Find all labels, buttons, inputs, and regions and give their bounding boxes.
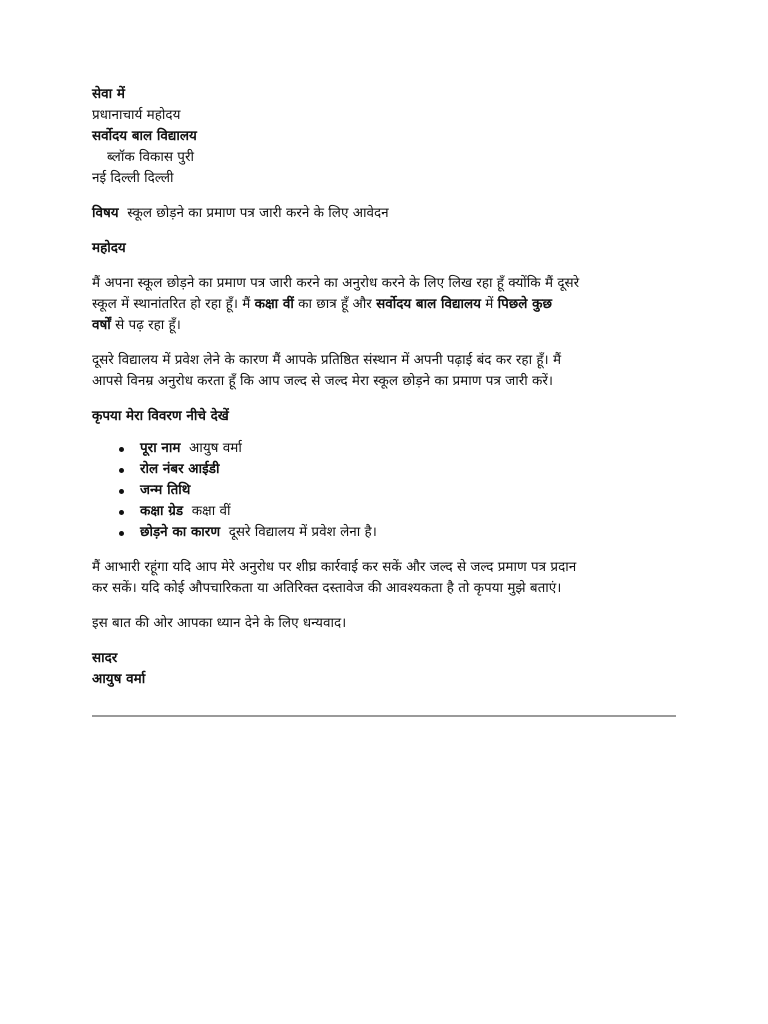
list-item — [140, 438, 672, 459]
recipient-city: नई दिल्ली दिल्ली — [92, 170, 174, 186]
recipient-to: सेवा में — [92, 86, 125, 102]
text-run: स्कूल में स्थानांतरित हो रहा हूँ। मैं — [92, 296, 255, 312]
years-bold-cont: वर्षों — [92, 317, 111, 333]
signature-name: आयुष वर्मा — [92, 671, 146, 687]
paragraph-3 — [92, 557, 672, 599]
paragraph-2-line-1: दूसरे विद्यालय में प्रवेश लेने के कारण मैं आपके प्रतिष्ठित संस्थान में अपनी पढ़ाई बंद कर रहा हूँ। मैं — [92, 352, 562, 368]
letter-body — [92, 84, 672, 690]
detail-value: आयुष वर्मा — [189, 440, 242, 456]
list-item — [140, 522, 672, 543]
detail-label: छोड़ने का कारण — [140, 524, 221, 540]
list-item — [140, 459, 672, 480]
closing: सादर — [92, 650, 118, 666]
subject-text: स्कूल छोड़ने का प्रमाण पत्र जारी करने के लिए आवेदन — [127, 205, 389, 221]
paragraph-1-line-2 — [92, 294, 672, 315]
recipient-block — [92, 84, 672, 189]
text-run: में — [480, 296, 498, 312]
paragraph-2 — [92, 350, 672, 392]
paragraph-3-line-2: कर सकें। यदि कोई औपचारिकता या अतिरिक्त दस्तावेज की आवश्यकता है तो कृपया मुझे बताएं। — [92, 580, 562, 596]
paragraph-2-line-2: आपसे विनम्र अनुरोध करता हूँ कि आप जल्द से जल्द मेरा स्कूल छोड़ने का प्रमाण पत्र जारी करें। — [92, 373, 554, 389]
text-run: से पढ़ रहा हूँ। — [110, 317, 181, 333]
details-list — [92, 438, 672, 543]
paragraph-1 — [92, 273, 672, 336]
paragraph-1-line-3 — [92, 315, 672, 336]
detail-label: कक्षा ग्रेड — [140, 503, 184, 519]
class-bold: कक्षा वीं — [254, 296, 294, 312]
school-bold: सर्वोदय बाल विद्यालय — [376, 296, 481, 312]
detail-label: जन्म तिथि — [140, 482, 191, 498]
recipient-school: सर्वोदय बाल विद्यालय — [92, 128, 197, 144]
recipient-block-address: ब्लॉक विकास पुरी — [107, 149, 194, 165]
horizontal-divider — [92, 715, 676, 717]
salutation: महोदय — [92, 240, 126, 256]
text-run: का छात्र हूँ और — [293, 296, 377, 312]
detail-label: रोल नंबर आईडी — [140, 461, 220, 477]
thanks-line: इस बात की ओर आपका ध्यान देने के लिए धन्यवाद। — [92, 615, 347, 631]
subject-label: विषय — [92, 205, 119, 221]
details-heading: कृपया मेरा विवरण नीचे देखें — [92, 408, 229, 424]
list-item — [140, 501, 672, 522]
detail-value: कक्षा वीं — [191, 503, 231, 519]
list-item — [140, 480, 672, 501]
recipient-designation: प्रधानाचार्य महोदय — [92, 107, 181, 123]
paragraph-1-line-1: मैं अपना स्कूल छोड़ने का प्रमाण पत्र जारी करने का अनुरोध करने के लिए लिख रहा हूँ क्योंकि मैं दूसरे — [92, 275, 580, 291]
subject-line — [92, 203, 672, 224]
detail-value: दूसरे विद्यालय में प्रवेश लेना है। — [228, 524, 377, 540]
years-bold: पिछले कुछ — [497, 296, 552, 312]
detail-label: पूरा नाम — [140, 440, 181, 456]
paragraph-3-line-1: मैं आभारी रहूंगा यदि आप मेरे अनुरोध पर शीघ्र कार्रवाई कर सकें और जल्द से जल्द प्रमाण पत्र प्रदान — [92, 559, 577, 575]
